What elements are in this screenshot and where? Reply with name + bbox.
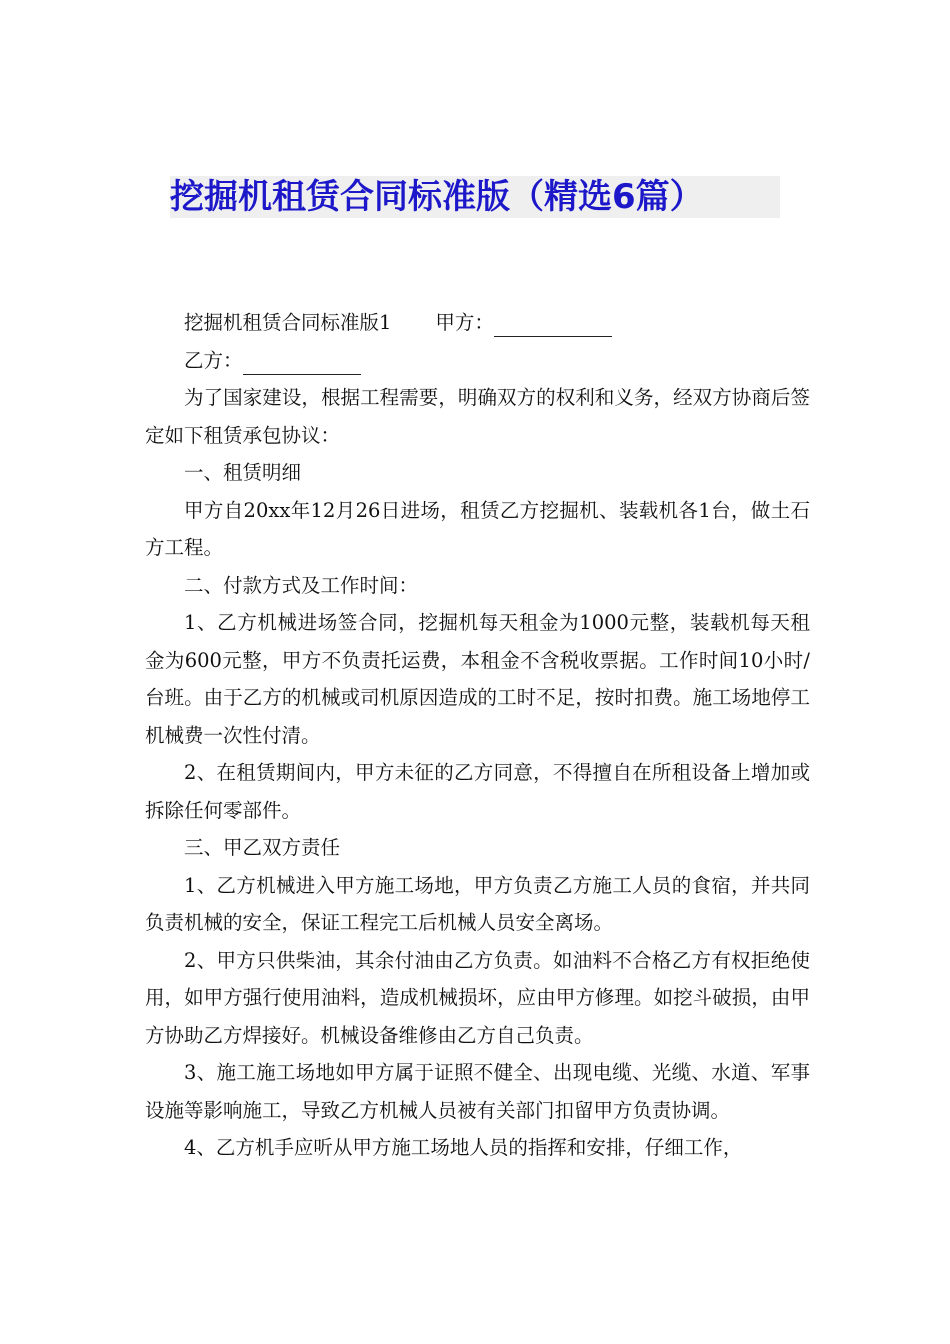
- heading-line: [145, 304, 810, 342]
- paragraph-duty-3: 3、施工施工场地如甲方属于证照不健全、出现电缆、光缆、水道、军事设施等影响施工，导致乙方机械人员被有关部门扣留甲方负责协调。: [145, 1061, 810, 1122]
- party-b-line: [145, 342, 810, 380]
- paragraph-payment-1: 1、乙方机械进场签合同，挖掘机每天租金为1000元整，装载机每天租金为600元整，甲方不负责托运费，本租金不含税收票据。工作时间10小时/台班。由于乙方的机械或司机原因造成的工时不足，按时扣费。施工场地停工机械费一次性付清。: [145, 611, 810, 747]
- document-body: [145, 304, 810, 1167]
- paragraph-duty-2: 2、甲方只供柴油，其余付油由乙方负责。如油料不合格乙方有权拒绝使用，如甲方强行使用油料，造成机械损坏，应由甲方修理。如挖斗破损，由甲方协助乙方焊接好。机械设备维修由乙方自己负责。: [145, 948, 810, 1047]
- paragraph-duty-4: 4、乙方机手应听从甲方施工场地人员的指挥和安排，仔细工作，: [184, 1136, 743, 1159]
- paragraph-duty-1: 1、乙方机械进入甲方施工场地，甲方负责乙方施工人员的食宿，并共同负责机械的安全，保证工程完工后机械人员安全离场。: [145, 873, 810, 934]
- section-heading-2: 二、付款方式及工作时间：: [184, 573, 419, 597]
- paragraph-payment-2: 2、在租赁期间内，甲方未征的乙方同意，不得擅自在所租设备上增加或拆除任何零部件。: [145, 761, 810, 822]
- section-heading-1: 一、租赁明细: [184, 461, 302, 484]
- section-heading-3: 三、甲乙双方责任: [184, 836, 341, 859]
- party-b-blank: [243, 354, 361, 375]
- document-title: 挖掘机租赁合同标准版（精选6篇）: [170, 177, 704, 217]
- party-b-label: 乙方：: [184, 348, 243, 372]
- paragraph-intro: 为了国家建设，根据工程需要，明确双方的权利和义务，经双方协商后签定如下租赁承包协议：: [145, 386, 810, 447]
- party-a-label: 甲方：: [435, 311, 494, 334]
- contract-heading: 挖掘机租赁合同标准版1: [184, 311, 392, 334]
- party-a-blank: [494, 316, 612, 337]
- paragraph-rental-detail: 甲方自20xx年12月26日进场，租赁乙方挖掘机、装载机各1台，做土石方工程。: [145, 498, 810, 559]
